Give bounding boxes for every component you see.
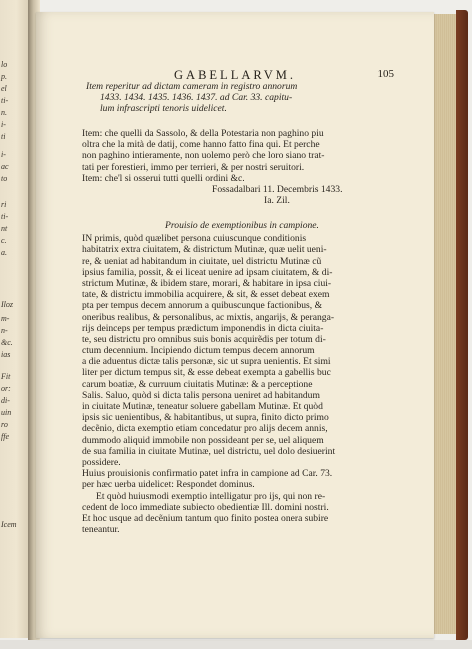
intro-line: lum infrascripti tenoris uidelicet. <box>100 103 227 115</box>
text-line: habitatrix extra ciuitatem, & districtum Mutinæ, quæ uelit ueni- <box>82 244 327 256</box>
text-line: tate, & districtu immobilia acquirere, & sit, & esset debeat exem <box>82 289 330 301</box>
left-page-text-fragment: Fit <box>1 372 11 381</box>
text-line: ipsius familia, possit, & ei liceat uenire ad ipsam ciuitatem, & di- <box>82 266 333 278</box>
provisio-section <box>82 220 402 535</box>
left-page-text-fragment: ri <box>1 200 7 209</box>
text-line: liter per dictum tempus sit, & esse debeat exempta a gabellis buc <box>82 367 331 379</box>
left-page-text-fragment: a. <box>1 248 7 257</box>
text-line: decẽnio, dicta exemptio etiam concedatur pro alijs decem annis, <box>82 423 328 435</box>
italian-date: Fossadalbari 11. Decembris 1433. <box>212 183 343 195</box>
section-body <box>82 233 402 468</box>
text-line: de sua familia in ciuitate Mutinæ, uel districtu, uel dolo desiuerint <box>82 445 336 457</box>
text-line: re, & ueniat ad habitandum in ciuitate, uel districtu Mutinæ cũ <box>82 255 322 267</box>
italian-line: Item: che quelli da Sassolo, & della Potestaria non paghino piu <box>82 128 324 139</box>
text-line: in ciuitate Mutinæ, teneatur soluere gabellam Mutinæ. Et quòd <box>82 401 323 412</box>
text-line: ctum decennium. Incipiendo dictum tempus decem annorum <box>82 345 315 357</box>
left-facing-page <box>0 0 31 638</box>
section-title: Prouisio de exemptionibus in campione. <box>165 220 319 231</box>
text-line: cedent de loco immediate subiecto obedientiæ Ill. domini nostri. <box>82 501 329 513</box>
left-page-text-fragment: nt <box>1 224 8 233</box>
italian-paragraph <box>82 128 402 206</box>
text-line: carum boatiæ, & curruum ciuitatis Mutinæ: & a perceptione <box>82 378 313 390</box>
left-page-text-fragment: i- <box>1 120 6 129</box>
left-page-text-fragment: lo <box>1 60 8 69</box>
text-line: rijs deinceps per tempus prædictum imponendis in dicta ciuita- <box>82 322 324 334</box>
left-page-text-fragment: c. <box>1 236 7 245</box>
left-page-text-fragment: &c. <box>1 338 13 347</box>
left-page-text-fragment: ffe <box>1 432 9 441</box>
left-page-text-fragment: i- <box>1 150 6 159</box>
left-page-text-fragment: to <box>1 174 8 183</box>
left-page-text-fragment: ti <box>1 132 6 141</box>
left-page-text-fragment: ti- <box>1 96 9 105</box>
text-line: Et hoc usque ad decẽnium tantum quo finito postea onera subire <box>82 512 329 524</box>
left-page-text-fragment: n. <box>1 108 7 117</box>
confirmation-paragraph <box>82 468 402 490</box>
text-line: per hæc uerba uidelicet: Respondet dominus. <box>82 479 255 491</box>
italian-line: oltra che la mità de datij, come hanno fatto fina qui. Et perche <box>82 139 320 151</box>
text-line: IN primis, quòd quælibet persona cuiuscunque conditionis <box>82 233 307 245</box>
left-page-text-fragment: Iloz <box>1 300 13 309</box>
right-page <box>36 12 434 638</box>
left-page-text-fragment: ac <box>1 162 9 171</box>
text-line: Salis. Saluo, quòd si dicta talis persona ueniret ad habitandum <box>82 389 320 401</box>
intro-line: Item reperitur ad dictam cameram in registro annorum <box>86 81 298 92</box>
background-surface <box>0 640 472 649</box>
left-page-text-fragment: Icem <box>1 520 17 529</box>
left-page-text-fragment: uin <box>1 408 12 417</box>
text-line: ipsis sic uenientibus, & habitantibus, ut supra, finito dicto primo <box>82 412 329 424</box>
page-number: 105 <box>377 68 394 80</box>
intro-paragraph <box>86 81 406 115</box>
italian-signature: Ia. Zil. <box>264 195 290 207</box>
italian-line: Item: che'l si osserui tutti quelli ordini &c. <box>82 172 245 184</box>
left-page-text-fragment: n- <box>1 326 8 335</box>
book-cover-edge <box>456 10 468 640</box>
intro-line: 1433. 1434. 1435. 1436. 1437. ad Car. 33. capitu- <box>100 92 293 104</box>
left-page-text-fragment: p. <box>1 72 7 81</box>
text-line: pta per tempus decem annorum a quibuscunque factionibus, & <box>82 300 323 312</box>
left-page-text-fragment: di- <box>1 396 10 405</box>
left-page-text-fragment: el <box>1 84 7 93</box>
running-head: GABELLARVM. <box>174 68 296 82</box>
text-line: dummodo aliquid immobile non possideant per se, uel aliquem <box>82 434 324 446</box>
text-line: Huius prouisionis confirmatio patet infra in campione ad Car. 73. <box>82 468 333 480</box>
left-page-text-fragment: ias <box>1 350 11 359</box>
italian-line: non paghino intieramente, non uolemo però che loro siano trat- <box>82 150 325 162</box>
text-line: teneantur. <box>82 524 120 536</box>
text-line: Et quòd huiusmodi exemptio intelligatur pro ijs, qui non re- <box>96 490 326 502</box>
text-line: a die aduentus dictæ talis personæ, sic ut supra uenientis. Et simi <box>82 356 331 368</box>
left-page-text-fragment: m- <box>1 314 10 323</box>
left-page-text-fragment: ro <box>1 420 8 429</box>
text-line: te, seu districtu pro omnibus suis bonis acquirẽdis per totum di- <box>82 333 326 345</box>
text-line: possidere. <box>82 456 121 468</box>
text-line: strictum Mutinæ, & ibidem stare, morari, & habitare in ipsa ciui- <box>82 277 332 289</box>
italian-line: tati per forestieri, immo per terrieri, & per nostri seruitori. <box>82 161 305 173</box>
closing-paragraph <box>82 491 402 536</box>
left-page-text-fragment: or: <box>1 384 11 393</box>
text-line: oneribus realibus, & personalibus, ac mixtis, angarijs, & peranga- <box>82 311 335 323</box>
left-page-text-fragment: ti- <box>1 212 9 221</box>
